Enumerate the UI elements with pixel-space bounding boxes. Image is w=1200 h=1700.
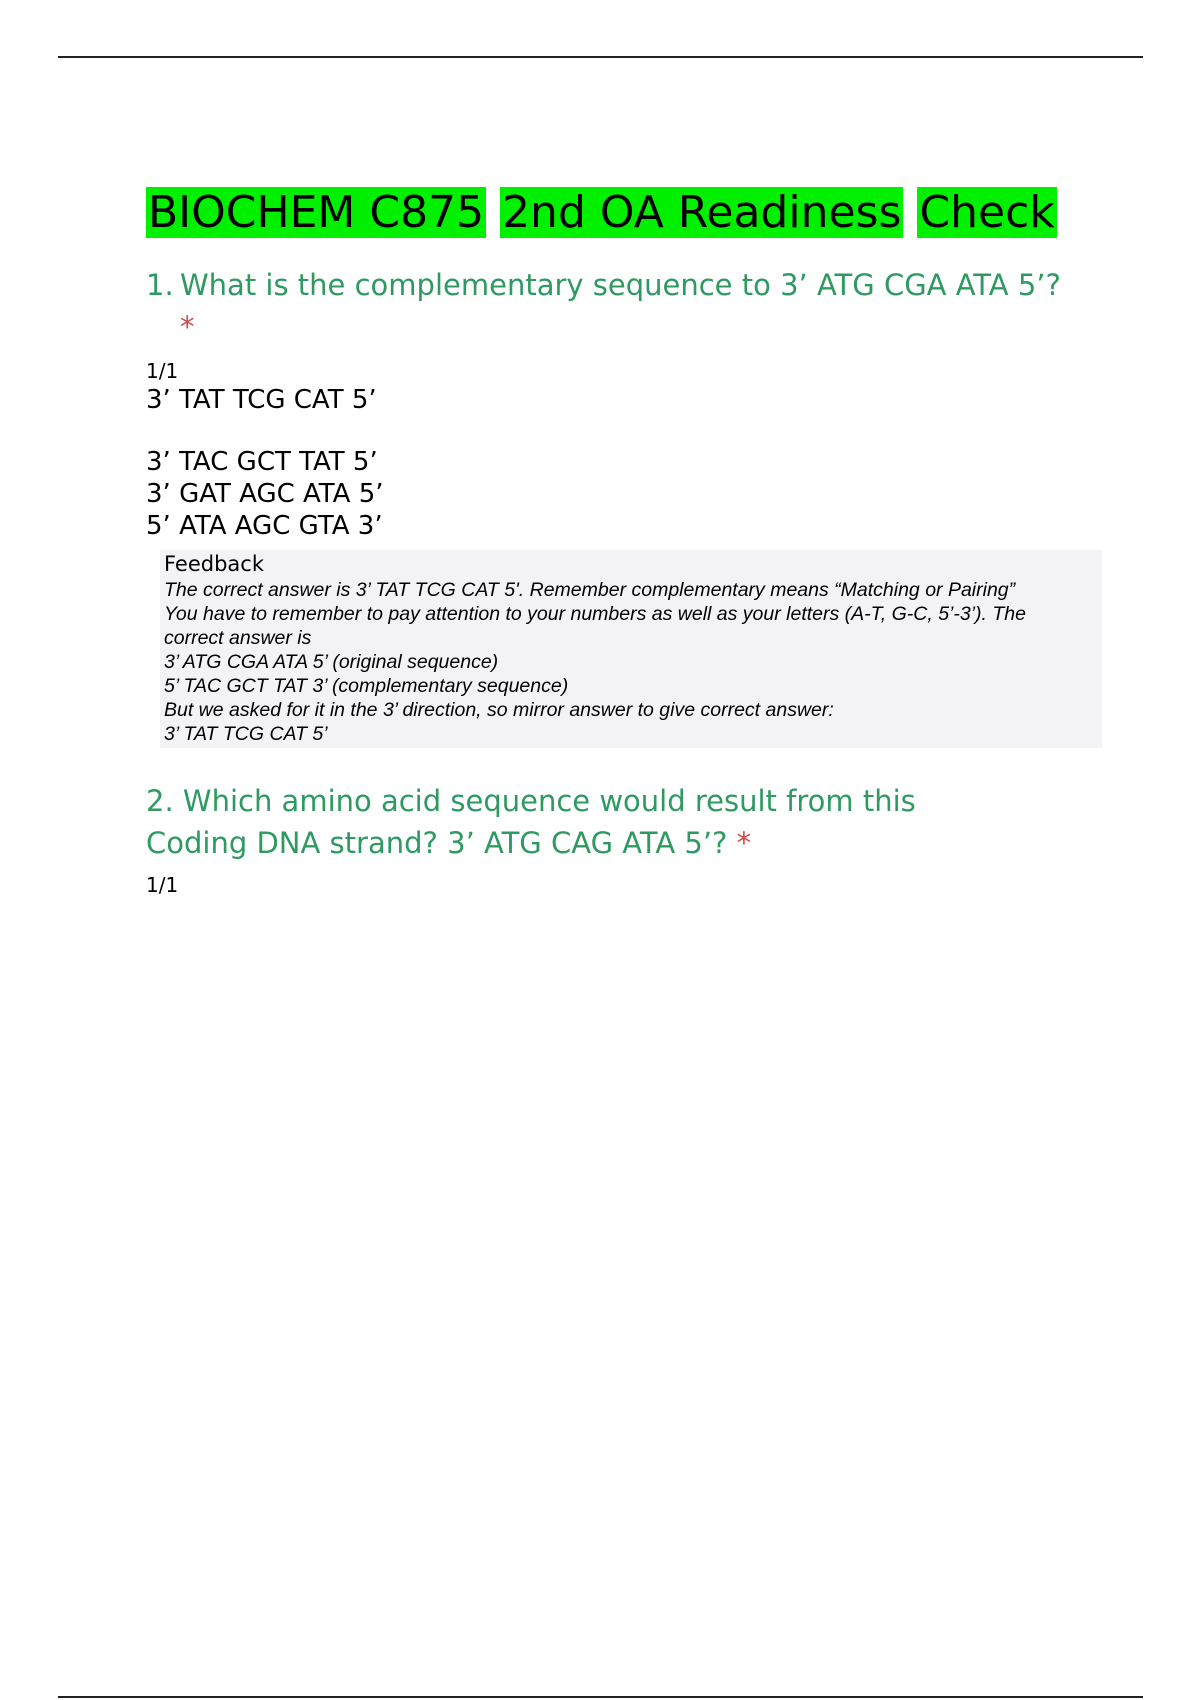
question-2-score: 1/1: [146, 873, 179, 897]
question-2-prompt: [146, 780, 1106, 864]
question-2-text-line-2: Coding DNA strand? 3’ ATG CAG ATA 5’?: [146, 826, 728, 860]
feedback-line: correct answer is: [164, 627, 312, 649]
feedback-line: The correct answer is 3’ TAT TCG CAT 5'. Remember complementary means “Matching or Pairing”: [164, 579, 1016, 601]
title-highlight-course: BIOCHEM C875: [148, 187, 485, 238]
title-highlight-check: Check: [919, 187, 1055, 238]
question-2-text-line-1: Which amino acid sequence would result from this: [182, 784, 916, 818]
required-asterisk: *: [180, 310, 195, 344]
required-asterisk: *: [736, 826, 752, 860]
document-body: [146, 184, 1106, 898]
question-1-number: 1.: [146, 268, 174, 302]
feedback-line: 3’ ATG CGA ATA 5’ (original sequence): [164, 651, 499, 673]
answer-option-1[interactable]: 3’ TAT TCG CAT 5’: [146, 385, 377, 415]
feedback-line: 3’ TAT TCG CAT 5’: [164, 723, 328, 745]
question-2-number: 2.: [146, 784, 174, 818]
question-1-text: What is the complementary sequence to 3’ ATG CGA ATA 5’?: [180, 268, 1061, 302]
answer-option-2[interactable]: 3’ TAC GCT TAT 5’: [146, 447, 378, 477]
feedback-line: But we asked for it in the 3’ direction, so mirror answer to give correct answer:: [164, 699, 834, 721]
question-1-score: 1/1: [146, 359, 179, 383]
feedback-heading: Feedback: [164, 552, 265, 576]
feedback-line: You have to remember to pay attention to your numbers as well as your letters (A-T, G-C, 5’-3’). The: [164, 603, 1026, 625]
feedback-box: [160, 550, 1102, 748]
answer-option-4[interactable]: 5’ ATA AGC GTA 3’: [146, 511, 383, 541]
title-highlight-assessment: 2nd OA Readiness: [502, 187, 902, 238]
header-rule: [58, 56, 1143, 58]
document-title: [146, 184, 1106, 242]
feedback-line: 5’ TAC GCT TAT 3’ (complementary sequence): [164, 675, 569, 697]
footer-rule: [58, 1696, 1143, 1698]
question-1-prompt: [146, 264, 1106, 348]
answer-option-3[interactable]: 3’ GAT AGC ATA 5’: [146, 479, 384, 509]
